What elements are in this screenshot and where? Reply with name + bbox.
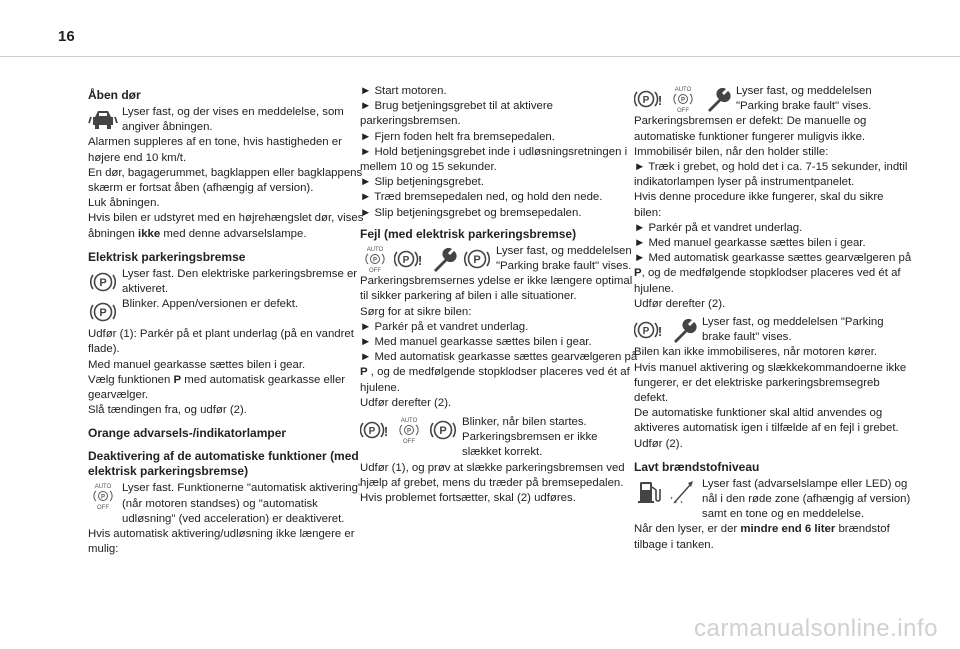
paragraph: Udfør (1), og prøv at slække parkeringsbremsen ved hjælp af grebet, mens du træder på bremsepedalen. (360, 461, 625, 489)
fuel-pump-icon (634, 477, 664, 507)
watermark: carmanualsonline.info (694, 615, 938, 642)
paragraph: Vælg funktionen P med automatisk gearkasse eller gearvælger. (88, 373, 346, 402)
parking-brake-warning-icon (634, 84, 664, 114)
step: ► Parkér på et vandret underlag. (360, 320, 529, 333)
fault-indicator-text: Lyser fast, og meddelelsen "Parking brake fault" vises. (496, 244, 632, 273)
section-title-open-door: Åben dør (88, 88, 141, 102)
paragraph: Udfør derefter (2). (360, 396, 452, 409)
step: ► Træk i grebet, og hold det i ca. 7-15 sekunder, indtil indikatorlampen lyser på instrumentpanelet. (634, 161, 908, 189)
parking-brake-icon (428, 415, 458, 445)
epb-blink-text: Blinker. Appen/versionen er defekt. (122, 298, 299, 311)
open-door-indicator-text: Lyser fast, og der vises en meddelelse, som angiver åbningen. (122, 106, 344, 134)
step: ► Med manuel gearkasse sættes bilen i gear. (360, 336, 592, 349)
paragraph: Hvis denne procedure ikke fungerer, skal du sikre bilen: (634, 191, 884, 219)
section-title-orange: Orange advarsels-/indikatorlamper (88, 426, 287, 441)
step: ► Træd bremsepedalen ned, og hold den nede. (360, 191, 603, 204)
column-3 (634, 84, 912, 553)
wrench-icon (702, 84, 732, 114)
parking-brake-icon (88, 267, 118, 297)
blink-indicator-text: Blinker, når bilen startes. Parkeringsbremsen er ikke slækket korrekt. (462, 416, 598, 459)
auto-off-text: Lyser fast. Funktionerne "automatisk aktivering" (når motoren standses) og "automatisk udløsning" (ved acceleration) er deaktiveret. (122, 482, 363, 525)
fuel-gauge-needle-icon (668, 477, 698, 507)
step: ► Brug betjeningsgrebet til at aktivere parkeringsbremsen. (360, 100, 553, 128)
paragraph: En dør, bagagerummet, bagklappen eller bagklappens skærm er fortsat åben (afhængig af version). (88, 166, 363, 195)
section-title-low-fuel: Lavt brændstofniveau (634, 459, 760, 474)
paragraph: Slå tændingen fra, og udfør (2). (88, 404, 247, 417)
car-door-open-icon (88, 105, 118, 135)
epb-fixed-text: Lyser fast. Den elektriske parkeringsbremse er aktiveret. (122, 267, 358, 296)
auto-off-parking-icon (360, 244, 390, 274)
step: ► Fjern foden helt fra bremsepedalen. (360, 130, 555, 143)
fault-indicator (360, 244, 638, 274)
auto-off-indicator (88, 481, 366, 527)
paragraph: Hvis automatisk aktivering/udløsning ikke længere er mulig: (88, 528, 355, 556)
section-title-deactivation: Deaktivering af de automatiske funktioner (med elektrisk parkeringsbremse) (88, 449, 359, 479)
paragraph: Parkeringsbremsernes ydelse er ikke længere optimal til sikker parkering af bilen i alle situationer. (360, 275, 633, 303)
fault3-indicator (634, 315, 912, 345)
section-title-fault: Fejl (med elektrisk parkeringsbremse) (360, 226, 577, 241)
paragraph: Udfør derefter (2). (634, 297, 726, 310)
paragraph: De automatiske funktioner skal altid anvendes og aktiveres automatisk igen i tilfælde af en fejl i grebet. (634, 407, 899, 435)
epb-blink-indicator (88, 297, 366, 327)
open-door-indicator (88, 105, 366, 135)
paragraph: Luk åbningen. (88, 197, 160, 210)
wrench-icon (668, 315, 698, 345)
paragraph: Udfør (2). (634, 437, 683, 450)
parking-brake-warning-icon (394, 244, 424, 274)
paragraph: Med manuel gearkasse sættes bilen i gear. (88, 358, 306, 371)
step: ► Med automatisk gearkasse sættes gearvælgeren på P , og de medfølgende stopklodser placeres ved ét af hjulene. (360, 351, 638, 394)
parking-brake-icon (88, 297, 118, 327)
fault3-indicator-text: Lyser fast, og meddelelsen "Parking brake fault" vises. (702, 316, 884, 344)
paragraph: Udfør (1): Parkér på et plant underlag (på en vandret flade). (88, 328, 354, 356)
paragraph: Immobilisér bilen, når den holder stille: (634, 145, 829, 158)
step: ► Start motoren. (360, 85, 447, 97)
step: ► Med automatisk gearkasse sættes gearvælgeren på P, og de medfølgende stopklodser placeres ved ét af hjulene. (634, 252, 912, 295)
auto-off-parking-icon (394, 415, 424, 445)
step: ► Slip betjeningsgrebet og bremsepedalen. (360, 206, 582, 219)
header-divider (0, 56, 960, 57)
paragraph: Bilen kan ikke immobiliseres, når motoren kører. (634, 346, 878, 359)
paragraph: Alarmen suppleres af en tone, hvis hastigheden er højere end 10 km/t. (88, 136, 342, 164)
blink-indicator (360, 415, 638, 461)
section-title-epb: Elektrisk parkeringsbremse (88, 249, 246, 264)
step: ► Hold betjeningsgrebet inde i udløsningsretningen i mellem 10 og 15 sekunder. (360, 145, 628, 174)
parking-brake-icon (462, 244, 492, 274)
low-fuel-text: Lyser fast (advarselslampe eller LED) og nål i den røde zone (afhængig af version) samt en tone og en meddelelse. (702, 477, 911, 521)
step: ► Parkér på et vandret underlag. (634, 221, 803, 234)
paragraph: Sørg for at sikre bilen: (360, 305, 472, 318)
column-1 (88, 84, 366, 557)
paragraph: Parkeringsbremsen er defekt: De manuelle og automatiske funktioner fungerer muligvis ikke. (634, 115, 867, 143)
epb-fixed-indicator (88, 267, 366, 297)
paragraph: Hvis manuel aktivering og slækkekommandoerne ikke fungerer, er det elektriske parkeringsbremsegreb defekt. (634, 361, 907, 405)
paragraph: Når den lyser, er der mindre end 6 liter brændstof tilbage i tanken. (634, 523, 890, 551)
page-number: 16 (58, 28, 75, 45)
fault2-indicator (634, 84, 912, 114)
step: ► Slip betjeningsgrebet. (360, 176, 484, 189)
paragraph: Hvis problemet fortsætter, skal (2) udføres. (360, 492, 576, 505)
step: ► Med manuel gearkasse sættes bilen i gear. (634, 237, 866, 250)
auto-off-parking-icon (668, 84, 698, 114)
low-fuel-indicator (634, 477, 912, 523)
parking-brake-warning-icon (360, 415, 390, 445)
paragraph: Hvis bilen er udstyret med en højrehængslet dør, vises åbningen ikke med denne advarselslampe. (88, 212, 364, 240)
parking-brake-warning-icon (634, 315, 664, 345)
auto-off-parking-icon (88, 481, 118, 511)
fault2-indicator-text: Lyser fast, og meddelelsen "Parking brake fault" vises. (736, 85, 872, 113)
column-2 (360, 84, 638, 506)
wrench-icon (428, 244, 458, 274)
